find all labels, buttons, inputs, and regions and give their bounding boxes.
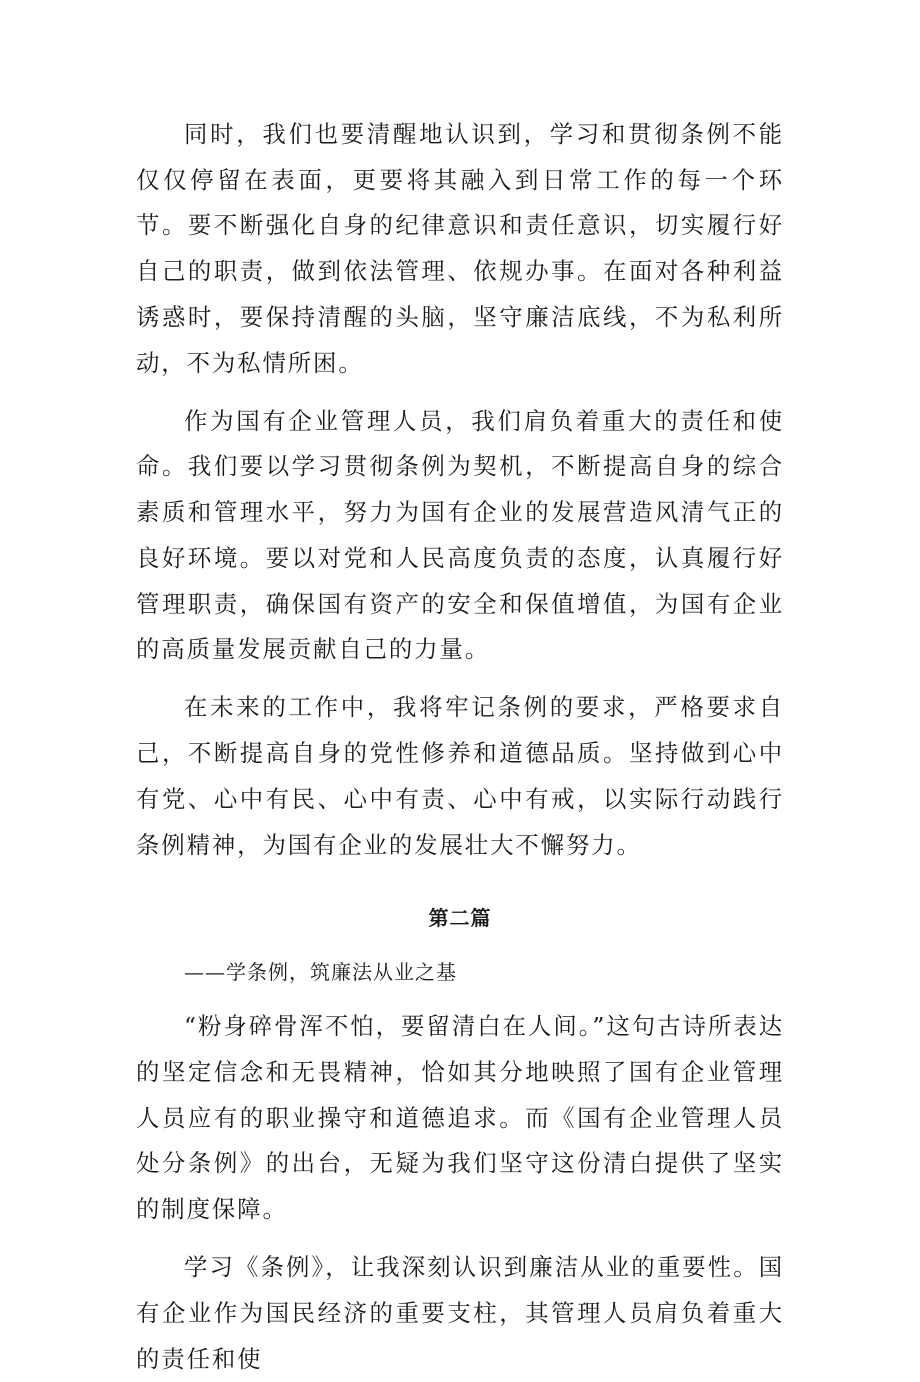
section-subtitle: ——学条例，筑廉法从业之基 [184, 960, 457, 985]
section-title: 第二篇 [428, 906, 492, 931]
paragraph: 学习《条例》，让我深刻认识到廉洁从业的重要性。国有企业作为国民经济的重要支柱，其管理人员肩负着重大的责任和使 [136, 1253, 784, 1373]
paragraph: 作为国有企业管理人员，我们肩负着重大的责任和使命。我们要以学习贯彻条例为契机，不断提高自身的综合素质和管理水平，努力为国有企业的发展营造风清气正的良好环境。要以对党和人民高度负责的态度，认真履行好管理职责，确保国有资产的安全和保值增值，为国有企业的高质量发展贡献自己的力量。 [136, 406, 784, 664]
document-page [136, 112, 784, 1382]
paragraph: 在未来的工作中，我将牢记条例的要求，严格要求自己，不断提高自身的党性修养和道德品质。坚持做到心中有党、心中有民、心中有责、心中有戒，以实际行动践行条例精神，为国有企业的发展壮大不懈努力。 [136, 693, 784, 859]
paragraph: 同时，我们也要清醒地认识到，学习和贯彻条例不能仅仅停留在表面，更要将其融入到日常工作的每一个环节。要不断强化自身的纪律意识和责任意识，切实履行好自己的职责，做到依法管理、依规办事。在面对各种利益诱惑时，要保持清醒的头脑，坚守廉洁底线，不为私利所动，不为私情所困。 [136, 120, 784, 377]
paragraph: “粉身碎骨浑不怕，要留清白在人间。”这句古诗所表达的坚定信念和无畏精神，恰如其分地映照了国有企业管理人员应有的职业操守和道德追求。而《国有企业管理人员处分条例》的出台，无疑为我们坚守这份清白提供了坚实的制度保障。 [136, 1012, 784, 1224]
